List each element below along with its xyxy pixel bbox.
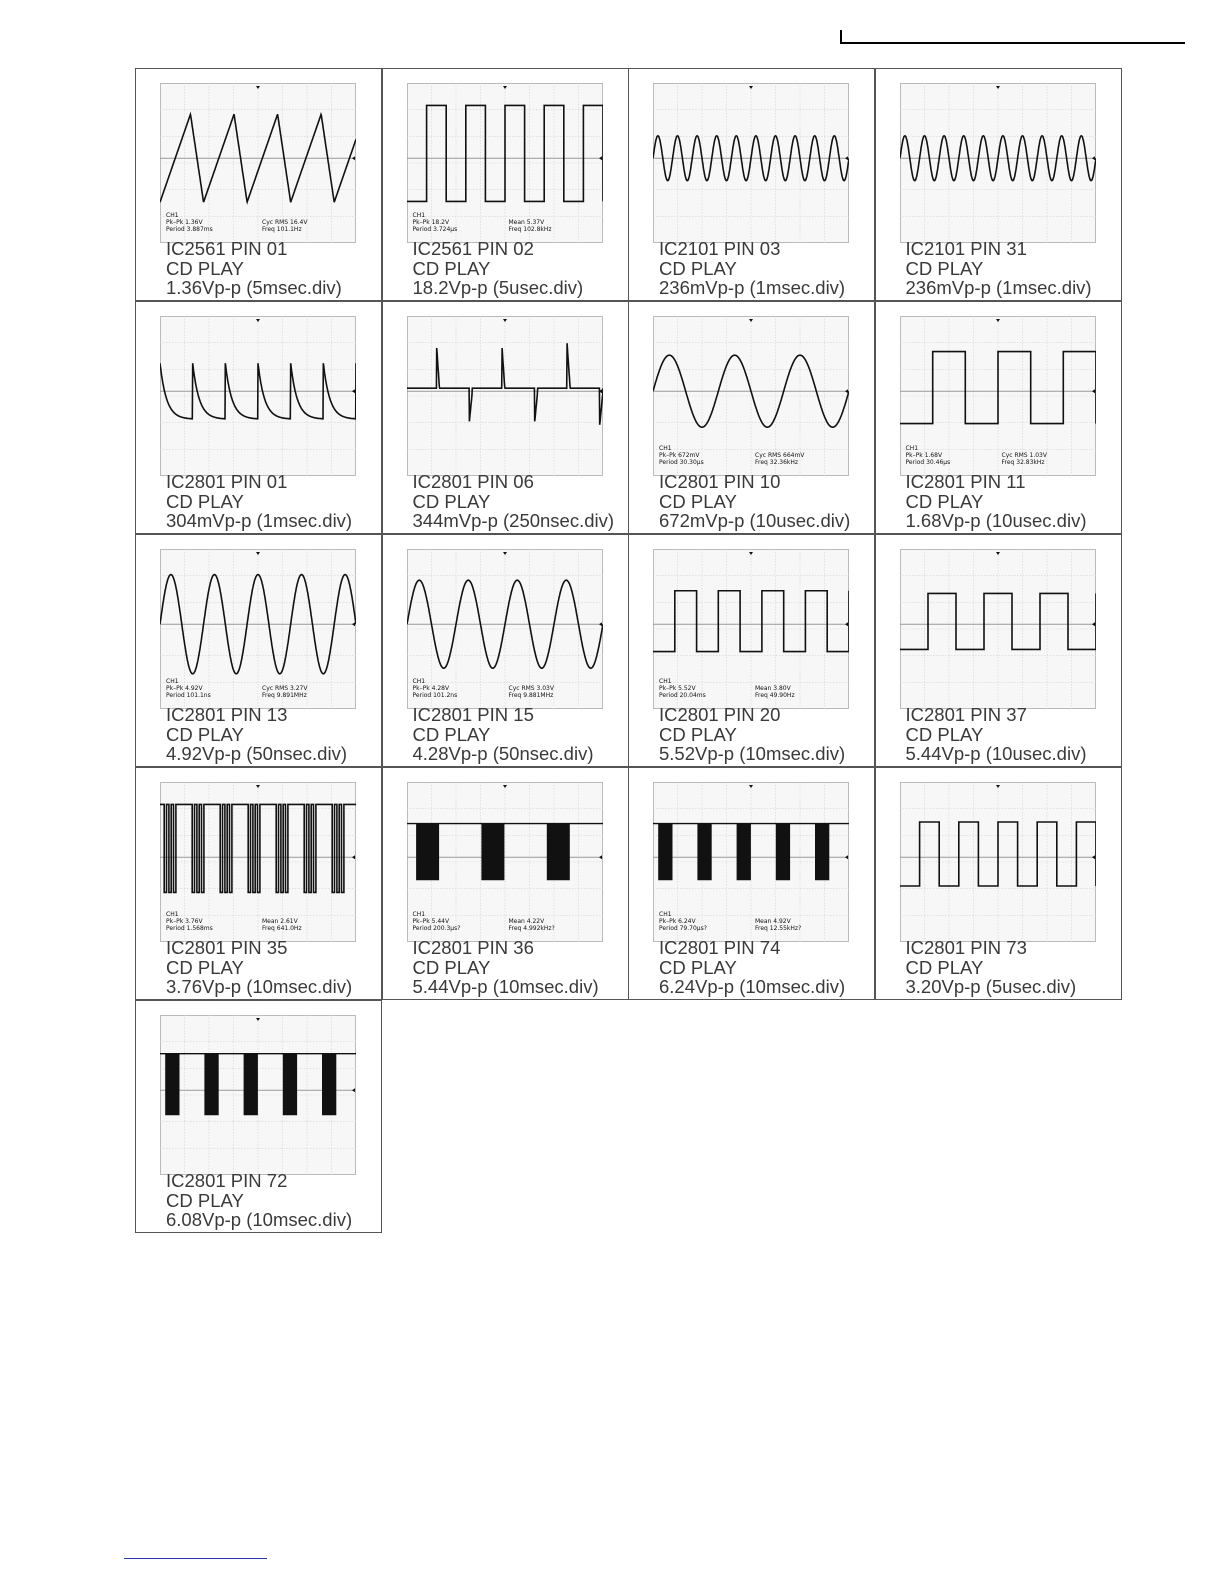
oscilloscope-screen [407,549,603,709]
amplitude-timebase-label: 6.08Vp-p (10msec.div) [166,1209,353,1231]
amplitude-timebase-label: 6.24Vp-p (10msec.div) [659,976,846,998]
header-rule [840,30,1185,44]
mode-label: CD PLAY [412,257,491,279]
waveform-caption [166,705,347,764]
waveform-caption [413,938,599,997]
pk-pk-readout: Pk–Pk 1.36V [166,219,203,226]
oscilloscope-trace-svg [160,1015,356,1175]
mode-label: CD PLAY [659,490,737,512]
footer-link-rule [124,1558,267,1559]
pk-pk-readout: Pk–Pk 4.28V [412,685,450,692]
mode-label: CD PLAY [412,490,491,512]
mode-label: CD PLAY [412,723,491,745]
amplitude-timebase-label: 236mVp-p (1msec.div) [659,277,846,299]
ic-pin-label: IC2801 PIN 74 [659,937,781,958]
oscilloscope-screen [160,83,356,243]
frequency-readout: Freq 32.36kHz [755,459,799,466]
frequency-readout: Freq 9.881MHz [508,692,554,699]
mode-label: CD PLAY [166,1189,244,1211]
waveform-caption [413,239,584,298]
waveform-cell [135,1000,382,1233]
ic-pin-label: IC2561 PIN 02 [412,238,534,259]
oscilloscope-screen [900,549,1096,709]
waveform-cell [628,301,875,534]
oscilloscope-screen [653,316,849,476]
mean-rms-readout: Cyc RMS 16.4V [262,219,308,226]
waveform-caption [906,472,1087,531]
ic-pin-label: IC2801 PIN 72 [166,1170,288,1191]
waveform-cell [875,534,1122,767]
oscilloscope-screen [407,782,603,942]
waveform-cell [135,534,382,767]
oscilloscope-screen [900,83,1096,243]
measurement-readout [906,445,1047,466]
mode-label: CD PLAY [659,723,737,745]
amplitude-timebase-label: 344mVp-p (250nsec.div) [412,510,615,532]
ic-pin-label: IC2801 PIN 73 [905,937,1027,958]
channel-label: CH1 [905,445,919,452]
mean-rms-readout: Cyc RMS 3.27V [262,685,308,692]
oscilloscope-screen [653,782,849,942]
waveform-cell [135,68,382,301]
pk-pk-readout: Pk–Pk 6.24V [659,918,696,925]
ic-pin-label: IC2801 PIN 06 [412,471,534,492]
pk-pk-readout: Pk–Pk 4.92V [166,685,203,692]
mode-label: CD PLAY [166,490,244,512]
ic-pin-label: IC2801 PIN 10 [659,471,781,492]
waveform-cell [875,767,1122,1000]
oscilloscope-screen [900,316,1096,476]
channel-label: CH1 [659,678,672,685]
mean-rms-readout: Mean 2.61V [262,918,298,925]
waveform-cell [382,767,629,1000]
ic-pin-label: IC2801 PIN 36 [412,937,534,958]
oscilloscope-trace-svg [407,316,603,476]
waveform-caption [659,938,845,997]
oscilloscope-screen [653,549,849,709]
mean-rms-readout: Cyc RMS 3.03V [508,685,554,692]
period-readout: Period 1.568ms [166,925,213,932]
waveform-caption [906,705,1087,764]
oscilloscope-screen [900,782,1096,942]
frequency-readout: Freq 9.891MHz [262,692,307,699]
ic-pin-label: IC2801 PIN 11 [905,471,1026,492]
oscilloscope-trace-svg [160,316,356,476]
amplitude-timebase-label: 4.92Vp-p (50nsec.div) [166,743,347,765]
period-readout: Period 79.70μs? [659,925,707,932]
channel-label: CH1 [659,911,672,918]
mode-label: CD PLAY [412,956,491,978]
pk-pk-readout: Pk–Pk 3.76V [166,918,203,925]
channel-label: CH1 [166,678,179,685]
measurement-readout [659,445,804,466]
channel-label: CH1 [412,911,426,918]
waveform-cell [875,68,1122,301]
channel-label: CH1 [166,911,179,918]
mode-label: CD PLAY [659,956,737,978]
mode-label: CD PLAY [905,257,984,279]
waveform-caption [166,1171,352,1230]
waveform-cell [875,301,1122,534]
waveform-caption [413,472,615,531]
pk-pk-readout: Pk–Pk 672mV [659,452,700,459]
frequency-readout: Freq 12.55kHz? [755,925,802,932]
ic-pin-label: IC2561 PIN 01 [166,238,288,259]
measurement-readout [659,678,795,699]
oscilloscope-screen [160,1015,356,1175]
amplitude-timebase-label: 1.68Vp-p (10usec.div) [905,510,1087,532]
amplitude-timebase-label: 5.44Vp-p (10msec.div) [412,976,599,998]
oscilloscope-trace-svg [653,83,849,243]
oscilloscope-trace-svg [900,782,1096,942]
frequency-readout: Freq 4.992kHz? [508,925,555,932]
waveform-caption [906,239,1092,298]
oscilloscope-screen [160,782,356,942]
amplitude-timebase-label: 3.76Vp-p (10msec.div) [166,976,353,998]
period-readout: Period 101.1ns [166,692,211,699]
amplitude-timebase-label: 304mVp-p (1msec.div) [166,510,353,532]
waveform-caption [659,472,850,531]
oscilloscope-screen [407,83,603,243]
mode-label: CD PLAY [166,956,244,978]
amplitude-timebase-label: 5.44Vp-p (10usec.div) [905,743,1087,765]
pk-pk-readout: Pk–Pk 18.2V [412,219,450,226]
ic-pin-label: IC2801 PIN 13 [166,704,288,725]
oscilloscope-trace-svg [900,83,1096,243]
oscilloscope-screen [160,316,356,476]
mean-rms-readout: Cyc RMS 1.03V [1001,452,1047,459]
measurement-readout [166,212,307,233]
waveform-caption [166,239,342,298]
mean-rms-readout: Cyc RMS 664mV [755,452,805,459]
amplitude-timebase-label: 3.20Vp-p (5usec.div) [905,976,1077,998]
ic-pin-label: IC2801 PIN 37 [905,704,1027,725]
waveform-caption [166,472,352,531]
oscilloscope-screen [407,316,603,476]
ic-pin-label: IC2101 PIN 31 [905,238,1027,259]
waveform-cell [382,68,629,301]
oscilloscope-screen [653,83,849,243]
mode-label: CD PLAY [659,257,737,279]
mean-rms-readout: Mean 3.80V [755,685,791,692]
period-readout: Period 3.724μs [412,226,458,233]
frequency-readout: Freq 49.90Hz [755,692,795,699]
measurement-readout [413,212,552,233]
oscilloscope-trace-svg [900,549,1096,709]
period-readout: Period 30.46μs [905,459,951,466]
waveform-cell [628,767,875,1000]
mode-label: CD PLAY [166,723,244,745]
mean-rms-readout: Mean 4.92V [755,918,791,925]
mean-rms-readout: Mean 4.22V [508,918,545,925]
ic-pin-label: IC2801 PIN 35 [166,937,288,958]
mode-label: CD PLAY [905,956,984,978]
measurement-readout [413,911,555,932]
channel-label: CH1 [412,678,426,685]
waveform-caption [413,705,594,764]
waveform-cell [135,767,382,1000]
frequency-readout: Freq 32.83kHz [1001,459,1045,466]
ic-pin-label: IC2801 PIN 15 [412,704,534,725]
measurement-readout [166,678,307,699]
measurement-readout [659,911,801,932]
ic-pin-label: IC2801 PIN 20 [659,704,781,725]
oscilloscope-screen [160,549,356,709]
period-readout: Period 101.2ns [412,692,458,699]
waveform-caption [659,239,845,298]
frequency-readout: Freq 102.8kHz [508,226,552,233]
channel-label: CH1 [659,445,672,452]
waveform-cell [382,534,629,767]
channel-label: CH1 [412,212,426,219]
pk-pk-readout: Pk–Pk 5.52V [659,685,696,692]
ic-pin-label: IC2801 PIN 01 [166,471,288,492]
amplitude-timebase-label: 672mVp-p (10usec.div) [659,510,851,532]
frequency-readout: Freq 641.0Hz [262,925,302,932]
mode-label: CD PLAY [166,257,244,279]
waveform-caption [166,938,352,997]
mode-label: CD PLAY [905,723,984,745]
amplitude-timebase-label: 5.52Vp-p (10msec.div) [659,743,846,765]
period-readout: Period 30.30μs [659,459,704,466]
waveform-cell [628,534,875,767]
period-readout: Period 3.887ms [166,226,213,233]
pk-pk-readout: Pk–Pk 5.44V [412,918,450,925]
period-readout: Period 200.3μs? [412,925,461,932]
frequency-readout: Freq 101.1Hz [262,226,302,233]
amplitude-timebase-label: 236mVp-p (1msec.div) [905,277,1092,299]
channel-label: CH1 [166,212,179,219]
amplitude-timebase-label: 4.28Vp-p (50nsec.div) [412,743,594,765]
waveform-cell [135,301,382,534]
waveform-caption [659,705,845,764]
ic-pin-label: IC2101 PIN 03 [659,238,781,259]
amplitude-timebase-label: 18.2Vp-p (5usec.div) [412,277,584,299]
waveform-cell [382,301,629,534]
mean-rms-readout: Mean 5.37V [508,219,545,226]
waveform-caption [906,938,1077,997]
waveform-cell [628,68,875,301]
measurement-readout [413,678,554,699]
period-readout: Period 20.04ms [659,692,706,699]
measurement-readout [166,911,302,932]
pk-pk-readout: Pk–Pk 1.68V [905,452,943,459]
amplitude-timebase-label: 1.36Vp-p (5msec.div) [166,277,342,299]
mode-label: CD PLAY [905,490,984,512]
